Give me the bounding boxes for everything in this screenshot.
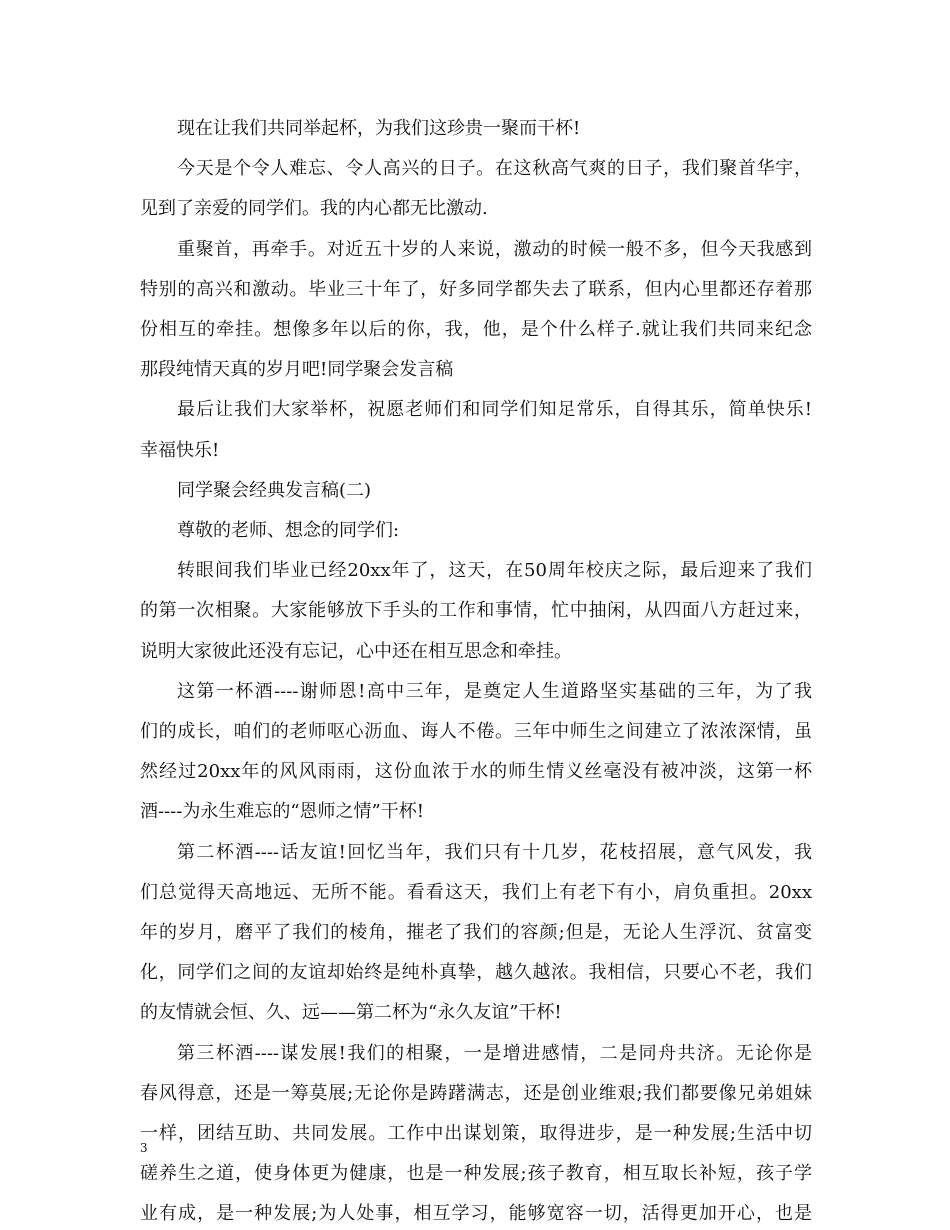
text-line: 们总觉得天高地远、无所不能。看看这天，我们上有老下有小，肩负重担。20xx (140, 881, 812, 903)
text-line: 磋养生之道，使身体更为健康，也是一种发展;孩子教育，相互取长补短，孩子学 (140, 1163, 812, 1185)
text-line: 年的岁月，磨平了我们的棱角，摧老了我们的容颜;但是，无论人生浮沉、贫富变 (140, 922, 812, 943)
text-line: 说明大家彼此还没有忘记，心中还在相互思念和牵挂。 (140, 640, 572, 662)
text-line: 特别的高兴和激动。毕业三十年了，好多同学都失去了联系，但内心里都还存着那 (140, 278, 812, 300)
text-line: 春风得意，还是一筹莫展;无论你是踌躇满志，还是创业维艰;我们都要像兄弟姐妹 (140, 1082, 812, 1104)
text-line: 见到了亲爱的同学们。我的内心都无比激动. (140, 198, 488, 220)
text-line: 转眼间我们毕业已经20xx年了，这天，在50周年校庆之际，最后迎来了我们 (177, 560, 812, 582)
text-line: 第三杯酒----谋发展!我们的相聚，一是增进感情，二是同舟共济。无论你是 (177, 1042, 812, 1064)
text-line: 这第一杯酒----谢师恩!高中三年，是奠定人生道路坚实基础的三年，为了我 (177, 680, 812, 702)
text-line: 重聚首，再牵手。对近五十岁的人来说，激动的时候一般不多，但今天我感到 (177, 238, 812, 260)
text-line: 现在让我们共同举起杯，为我们这珍贵一聚而干杯! (177, 118, 581, 139)
text-line: 业有成，是一种发展;为人处事，相互学习，能够宽容一切，活得更加开心，也是 (140, 1203, 812, 1225)
text-line: 的友情就会恒、久、远——第二杯为“永久友谊”干杯! (140, 1002, 562, 1024)
text-line: 份相互的牵挂。想像多年以后的你，我，他，是个什么样子.就让我们共同来纪念 (140, 319, 812, 340)
text-line: 化，同学们之间的友谊却始终是纯朴真挚，越久越浓。我相信，只要心不老，我们 (140, 962, 812, 984)
text-line: 然经过20xx年的风风雨雨，这份血浓于水的师生情义丝毫没有被冲淡，这第一杯 (140, 761, 812, 783)
text-line: 酒----为永生难忘的“恩师之情”干杯! (140, 801, 424, 823)
text-line: 今天是个令人难忘、令人高兴的日子。在这秋高气爽的日子，我们聚首华宇， (177, 158, 812, 180)
text-line: 的第一次相聚。大家能够放下手头的工作和事情，忙中抽闲，从四面八方赶过来， (140, 600, 812, 622)
text-line: 们的成长，咱们的老师呕心沥血、诲人不倦。三年中师生之间建立了浓浓深情，虽 (140, 721, 812, 742)
text-line: 那段纯情天真的岁月吧!同学聚会发言稿 (140, 359, 454, 381)
text-line: 尊敬的老师、想念的同学们: (177, 520, 400, 541)
text-line: 一样，团结互助、共同发展。工作中出谋划策，取得进步，是一种发展;生活中切 (140, 1123, 812, 1144)
text-line: 同学聚会经典发言稿(二) (177, 479, 372, 501)
text-line: 幸福快乐! (140, 439, 220, 461)
page-number: 3 (140, 1141, 148, 1155)
text-line: 最后让我们大家举杯，祝愿老师们和同学们知足常乐，自得其乐，简单快乐! (177, 399, 812, 421)
text-line: 第二杯酒----话友谊!回忆当年，我们只有十几岁，花枝招展，意气风发，我 (177, 841, 812, 863)
